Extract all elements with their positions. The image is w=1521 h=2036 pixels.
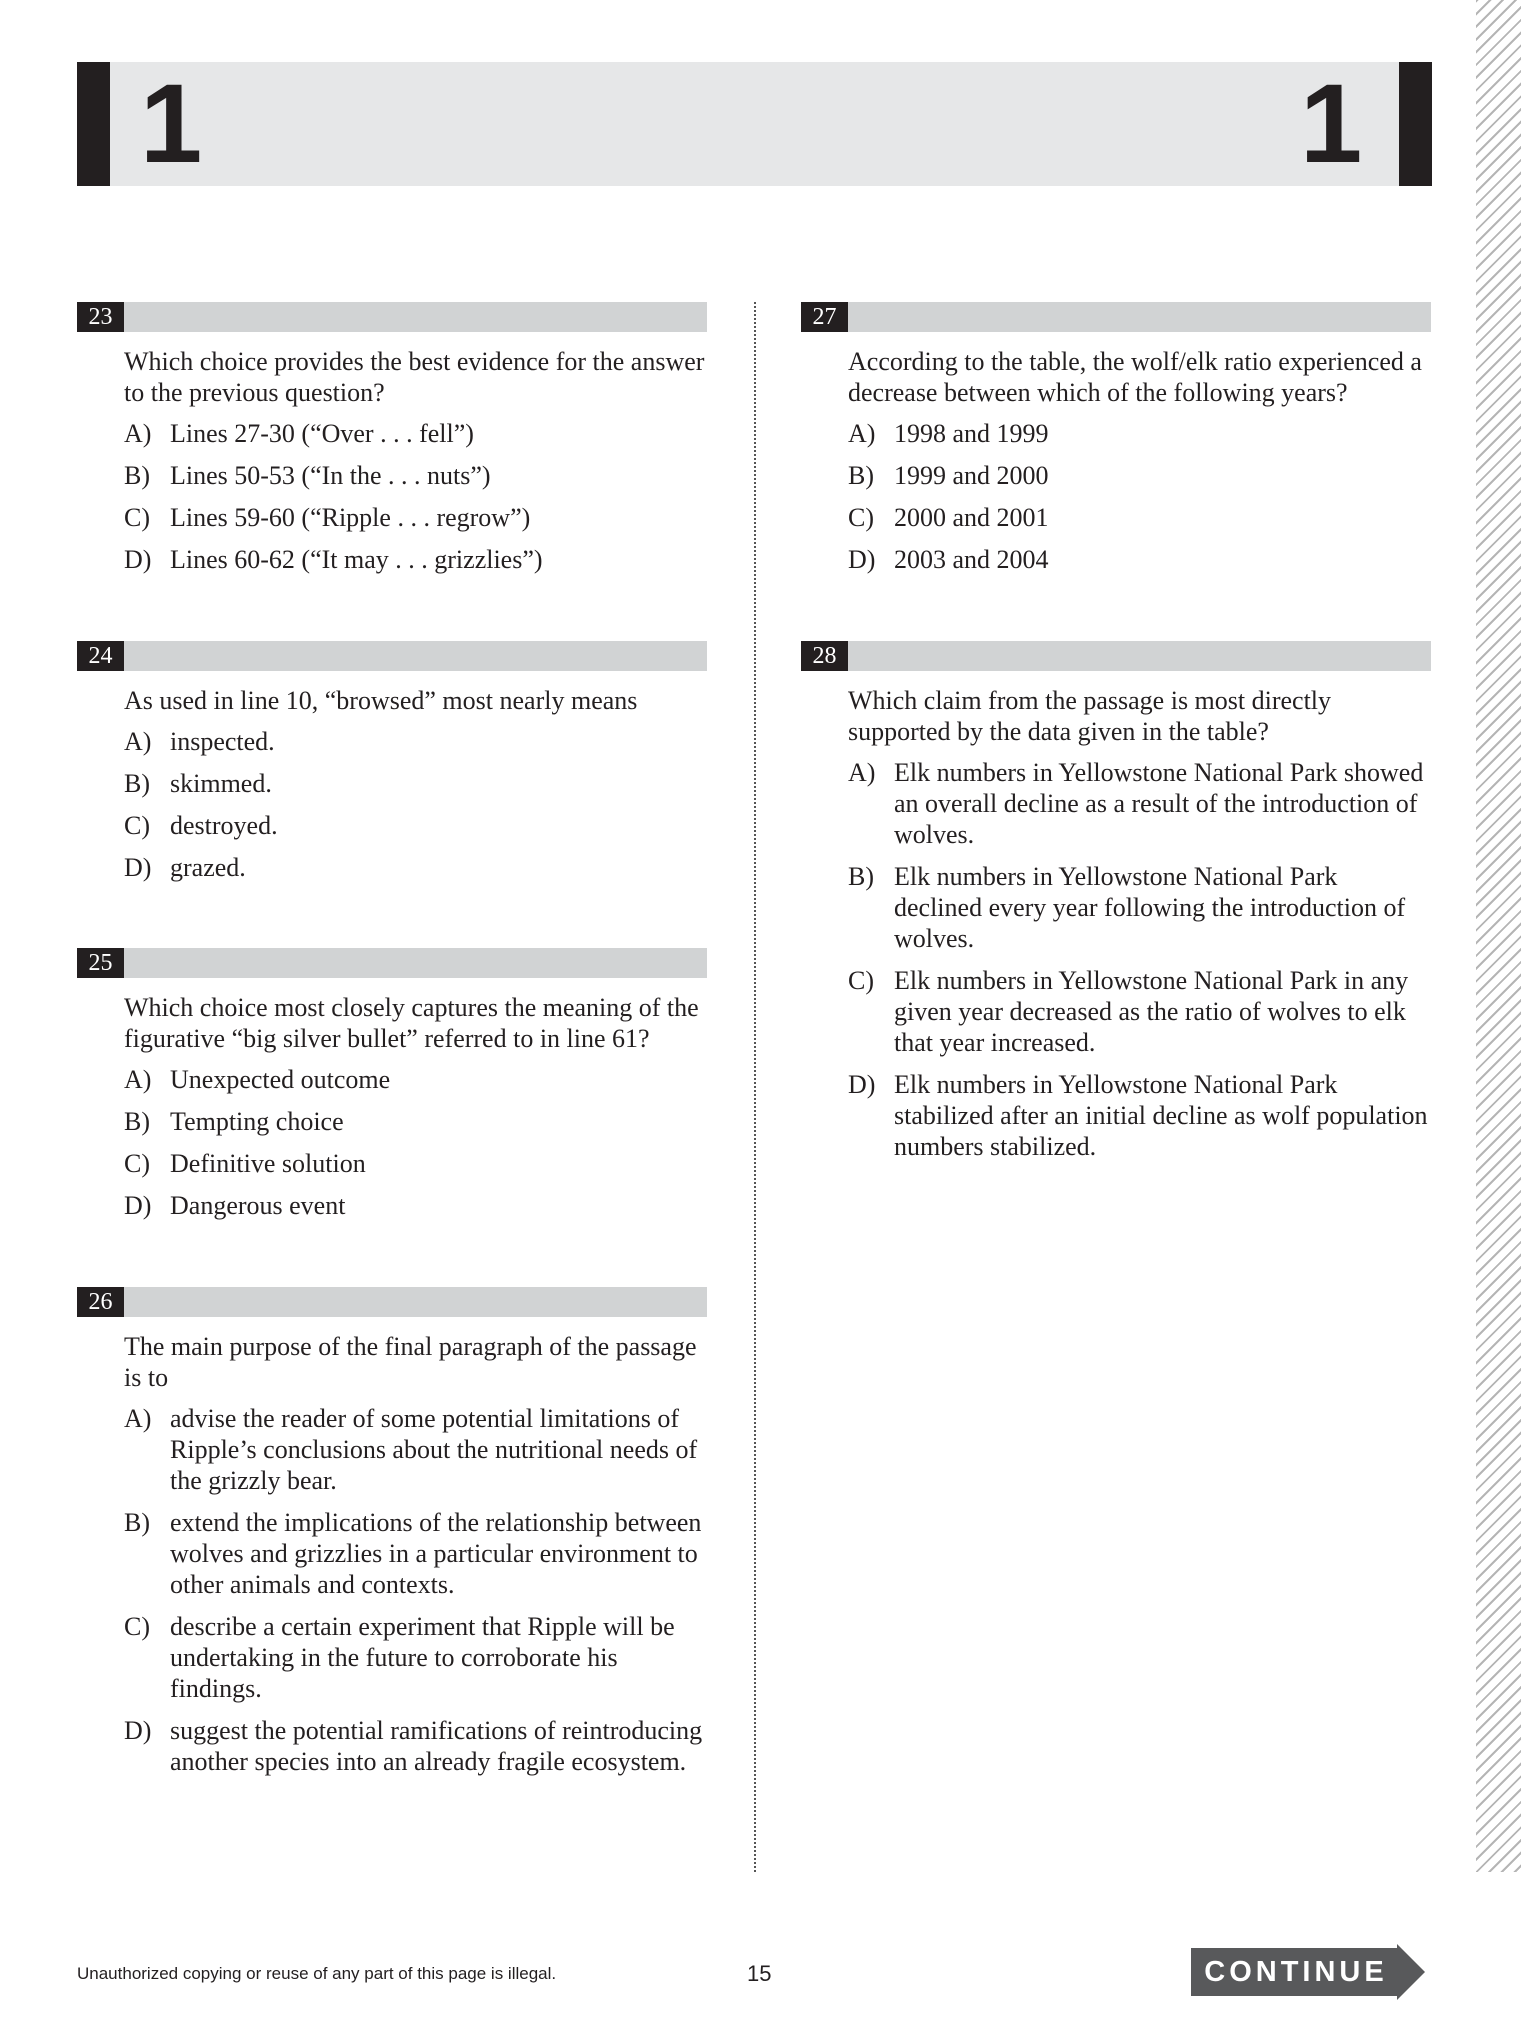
choice-text: 1998 and 1999 bbox=[894, 419, 1049, 448]
answer-choices bbox=[124, 1064, 707, 1221]
answer-choice-a[interactable] bbox=[124, 726, 707, 757]
choice-letter: B) bbox=[124, 1508, 150, 1537]
choice-letter: C) bbox=[124, 1612, 150, 1641]
question-number: 23 bbox=[77, 302, 124, 332]
choice-text: Unexpected outcome bbox=[170, 1065, 391, 1094]
answer-choice-d[interactable] bbox=[124, 544, 707, 575]
choice-letter: D) bbox=[848, 545, 876, 574]
answer-choice-c[interactable] bbox=[848, 965, 1431, 1058]
column-divider bbox=[754, 302, 756, 1872]
page-number: 15 bbox=[747, 1961, 772, 1986]
choice-letter: B) bbox=[848, 862, 874, 891]
choice-letter: A) bbox=[848, 758, 876, 787]
question-number: 25 bbox=[77, 948, 124, 978]
choice-letter: D) bbox=[124, 1191, 152, 1220]
answer-choice-c[interactable] bbox=[848, 502, 1431, 533]
choice-letter: A) bbox=[848, 419, 876, 448]
question-bar bbox=[77, 302, 707, 332]
answer-choice-a[interactable] bbox=[124, 1064, 707, 1095]
answer-choice-a[interactable] bbox=[124, 1403, 707, 1496]
answer-choice-b[interactable] bbox=[124, 768, 707, 799]
question-bar bbox=[77, 948, 707, 978]
choice-text: describe a certain experiment that Ripple will be undertaking in the future to corroborate his findings. bbox=[170, 1612, 675, 1703]
choice-letter: C) bbox=[124, 811, 150, 840]
answer-choices bbox=[124, 1403, 707, 1777]
choice-text: Lines 27-30 (“Over . . . fell”) bbox=[170, 419, 474, 448]
question-24 bbox=[77, 641, 707, 894]
section-number-left: 1 bbox=[140, 61, 203, 186]
choice-letter: D) bbox=[848, 1070, 876, 1099]
choice-text: 2003 and 2004 bbox=[894, 545, 1049, 574]
answer-choice-a[interactable] bbox=[848, 757, 1431, 850]
question-bar bbox=[801, 302, 1431, 332]
choice-text: Elk numbers in Yellowstone National Park declined every year following the introduction of wolves. bbox=[894, 862, 1406, 953]
choice-text: extend the implications of the relationship between wolves and grizzlies in a particular environment to other animals and contexts. bbox=[170, 1508, 702, 1599]
question-28 bbox=[801, 641, 1431, 1173]
choice-text: Tempting choice bbox=[170, 1107, 344, 1136]
answer-choices bbox=[124, 726, 707, 883]
choice-text: Definitive solution bbox=[170, 1149, 366, 1178]
question-stem: Which choice provides the best evidence for the answer to the previous question? bbox=[124, 347, 705, 407]
question-25 bbox=[77, 948, 707, 1232]
choice-text: suggest the potential ramifications of reintroducing another species into an already fragile ecosystem. bbox=[170, 1716, 703, 1776]
choice-text: inspected. bbox=[170, 727, 275, 756]
choice-letter: B) bbox=[124, 769, 150, 798]
choice-text: skimmed. bbox=[170, 769, 272, 798]
answer-choices bbox=[848, 418, 1431, 575]
choice-letter: B) bbox=[124, 1107, 150, 1136]
continue-button[interactable] bbox=[1191, 1944, 1427, 2000]
answer-choice-b[interactable] bbox=[848, 861, 1431, 954]
answer-choice-b[interactable] bbox=[124, 1106, 707, 1137]
answer-choices bbox=[848, 757, 1431, 1162]
answer-choice-a[interactable] bbox=[124, 418, 707, 449]
answer-choice-c[interactable] bbox=[124, 810, 707, 841]
choice-text: advise the reader of some potential limitations of Ripple’s conclusions about the nutritional needs of the grizzly bear. bbox=[170, 1404, 698, 1495]
choice-letter: A) bbox=[124, 1065, 152, 1094]
choice-letter: A) bbox=[124, 727, 152, 756]
answer-choice-d[interactable] bbox=[124, 1715, 707, 1777]
answer-choice-d[interactable] bbox=[848, 1069, 1431, 1162]
header-band bbox=[77, 62, 1432, 186]
question-26 bbox=[77, 1287, 707, 1788]
choice-text: destroyed. bbox=[170, 811, 278, 840]
question-number: 27 bbox=[801, 302, 848, 332]
choice-letter: D) bbox=[124, 853, 152, 882]
question-bar bbox=[77, 1287, 707, 1317]
question-stem: Which choice most closely captures the meaning of the figurative “big silver bullet” referred to in line 61? bbox=[124, 993, 699, 1053]
choice-letter: C) bbox=[124, 503, 150, 532]
answer-choice-b[interactable] bbox=[124, 1507, 707, 1600]
question-23 bbox=[77, 302, 707, 586]
choice-text: Dangerous event bbox=[170, 1191, 346, 1220]
choice-text: Elk numbers in Yellowstone National Park showed an overall decline as a result of the introduction of wolves. bbox=[894, 758, 1424, 849]
choice-text: Elk numbers in Yellowstone National Park in any given year decreased as the ratio of wolves to elk that year increased. bbox=[894, 966, 1409, 1057]
question-bar bbox=[801, 641, 1431, 671]
question-stem: According to the table, the wolf/elk ratio experienced a decrease between which of the following years? bbox=[848, 347, 1422, 407]
decorative-hatch-edge bbox=[1476, 0, 1521, 1872]
choice-letter: C) bbox=[848, 966, 874, 995]
choice-text: Elk numbers in Yellowstone National Park stabilized after an initial decline as wolf population numbers stabilized. bbox=[894, 1070, 1428, 1161]
question-number: 28 bbox=[801, 641, 848, 671]
choice-text: grazed. bbox=[170, 853, 246, 882]
choice-text: Lines 50-53 (“In the . . . nuts”) bbox=[170, 461, 491, 490]
answer-choice-b[interactable] bbox=[124, 460, 707, 491]
answer-choice-a[interactable] bbox=[848, 418, 1431, 449]
question-stem: As used in line 10, “browsed” most nearly means bbox=[124, 686, 638, 715]
section-number-right: 1 bbox=[1300, 61, 1363, 186]
choice-text: 1999 and 2000 bbox=[894, 461, 1049, 490]
answer-choice-c[interactable] bbox=[124, 1148, 707, 1179]
choice-letter: C) bbox=[124, 1149, 150, 1178]
answer-choice-c[interactable] bbox=[124, 502, 707, 533]
answer-choice-d[interactable] bbox=[124, 852, 707, 883]
question-number: 24 bbox=[77, 641, 124, 671]
answer-choices bbox=[124, 418, 707, 575]
choice-text: Lines 60-62 (“It may . . . grizzlies”) bbox=[170, 545, 543, 574]
question-27 bbox=[801, 302, 1431, 586]
answer-choice-d[interactable] bbox=[124, 1190, 707, 1221]
choice-letter: C) bbox=[848, 503, 874, 532]
copyright-notice: Unauthorized copying or reuse of any part of this page is illegal. bbox=[77, 1964, 557, 1983]
answer-choice-c[interactable] bbox=[124, 1611, 707, 1704]
header-bar-left bbox=[77, 62, 110, 186]
choice-letter: A) bbox=[124, 419, 152, 448]
answer-choice-b[interactable] bbox=[848, 460, 1431, 491]
header-bar-right bbox=[1399, 62, 1432, 186]
choice-letter: D) bbox=[124, 1716, 152, 1745]
choice-letter: D) bbox=[124, 545, 152, 574]
continue-label: CONTINUE bbox=[1204, 1956, 1388, 1988]
question-stem: The main purpose of the final paragraph of the passage is to bbox=[124, 1332, 697, 1392]
question-number: 26 bbox=[77, 1287, 124, 1317]
question-bar bbox=[77, 641, 707, 671]
choice-text: Lines 59-60 (“Ripple . . . regrow”) bbox=[170, 503, 531, 532]
question-stem: Which claim from the passage is most directly supported by the data given in the table? bbox=[848, 686, 1332, 746]
choice-letter: B) bbox=[848, 461, 874, 490]
choice-letter: B) bbox=[124, 461, 150, 490]
choice-letter: A) bbox=[124, 1404, 152, 1433]
choice-text: 2000 and 2001 bbox=[894, 503, 1049, 532]
answer-choice-d[interactable] bbox=[848, 544, 1431, 575]
